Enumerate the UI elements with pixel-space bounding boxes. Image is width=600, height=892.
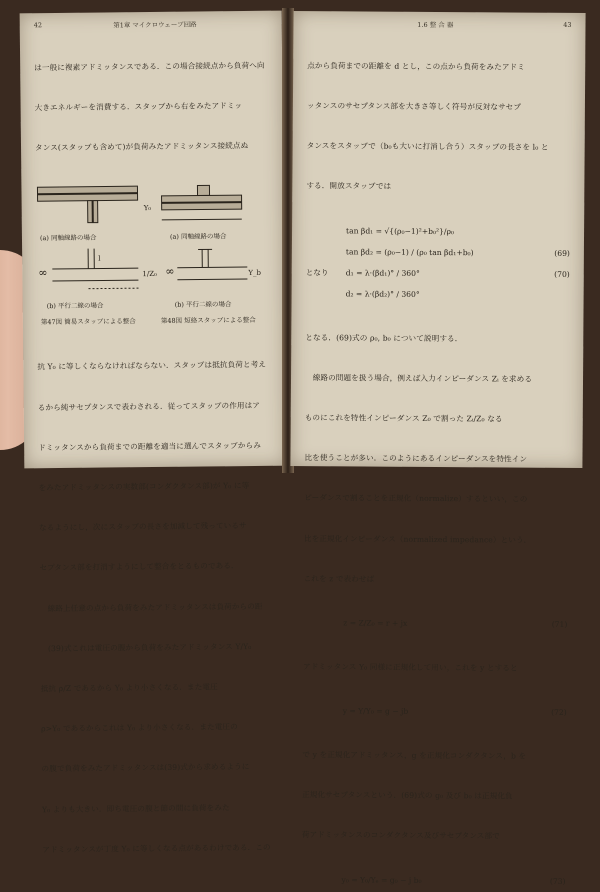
text-line: ドミッタンスから負荷までの距離を適当に選んでスタッブからみ <box>38 438 272 454</box>
equation: y₀ = Y₀/Yₑ = g₀ − j b₀ <box>335 875 531 885</box>
text-line: アドミッタンス Y₀ 同様に正規化して用い，これを y とすると <box>303 660 567 675</box>
parallel-wire-short-stub-diagram <box>177 249 247 280</box>
right-text-bottom <box>288 721 581 871</box>
equation: y = Y/Y₀ = g − jb <box>337 706 533 716</box>
text-line: で y を正規化アドミッタンス，g を正規化コンダクタンス，b を <box>302 748 566 763</box>
right-page <box>290 11 585 468</box>
coax-short-stub-diagram <box>161 186 241 221</box>
text-line: セプタンス部を打消すようにして整合をとるものである． <box>39 559 273 575</box>
left-running-title: 第1章 マイクロウェーブ回路 <box>113 20 196 30</box>
text-line: ピーダンスで割ることを正規化（normalize）するといい，この <box>304 491 568 506</box>
text-line: の腹で負荷をみたアドミッタンスは(39)式から求めるように <box>41 760 275 776</box>
left-page <box>20 11 287 469</box>
parallel-wire-stub-diagram <box>52 249 138 290</box>
text-line: 正規化サセプタンスという．(69)式の g₀ 及び b₀ は正規化負 <box>302 788 566 803</box>
text-line: は一般に複素アドミッタンスである．この場合接続点から負荷へ向 <box>34 59 268 75</box>
left-page-number: 42 <box>34 21 42 30</box>
text-line: 線路上任意の点から負荷をみたアドミッタンスは負荷からの距 <box>40 599 274 615</box>
text-line: 比を使うことが多い．このようにあるインピーダンスを特性イン <box>304 451 568 466</box>
equation-row: となり d₁ = λ·(βd₁)° / 360° (70) <box>292 262 584 285</box>
coax-stub-diagram <box>37 187 137 224</box>
right-running-title: 1.6 整 合 器 <box>417 20 453 29</box>
figure-caption: (b) 平行二線の場合 <box>175 300 232 310</box>
text-line: 線路の問題を扱う場合，例えば入力インピーダンス Zᵢ を求める <box>305 371 569 386</box>
right-text-middle2 <box>289 633 581 702</box>
text-line: ッタンスのサセプタンス部を大きさ等しく符号が反対なサセプ <box>307 99 571 114</box>
text-line: ものにこれを特性インピーダンス Z₀ で割った Zᵢ/Z₀ なる <box>305 411 569 426</box>
text-line: るから純サセプタンスで表わされる．従ってスタッブの作用はア <box>38 398 272 414</box>
text-line: なるようにし，次にスタッブの長さを加減して残っているサ <box>39 519 273 535</box>
infinity-symbol: ∞ <box>38 267 47 280</box>
text-line: タンスをスタッブで（b₀も大いに打消し合う）スタッブの長さを l₀ と <box>307 139 571 154</box>
equation-row <box>289 612 581 635</box>
figure-caption: (b) 平行二線の場合 <box>47 301 104 311</box>
figure-caption: (a) 同軸線路の場合 <box>40 233 97 243</box>
left-running-head <box>20 11 282 35</box>
text-line: する．開放スタッブでは <box>306 180 570 195</box>
figure-caption: (a) 同軸線路の場合 <box>170 232 227 242</box>
text-line: 荷アドミッタンスのコンダクタンス及びサセプタンス部で <box>302 828 566 843</box>
equation-row <box>292 220 584 243</box>
equation-row <box>292 241 584 264</box>
equation-number: (72) <box>533 708 567 717</box>
equation-row <box>292 283 584 306</box>
figure-caption: 第48図 短絡スタッブによる整合 <box>161 315 256 325</box>
text-line: タンス(スタッブも含めて)が負荷みたアドミッタンス接続点ぬ <box>35 139 269 155</box>
text-line: これを z で表わせば <box>304 572 568 587</box>
right-page-number: 43 <box>563 21 571 30</box>
left-text-top <box>20 32 284 182</box>
equation-number: (69) <box>536 248 570 257</box>
text-line: 比を正規化インピーダンス（normalized impedance）という． <box>304 532 568 547</box>
infinity-symbol: ∞ <box>165 265 174 278</box>
text-line: 大きエネルギーを消費する．スタッブから右をみたアドミッ <box>35 99 269 115</box>
text-line: をみたアドミッタンスの実数部(コンダクタンス部)が Y₀ に等 <box>39 479 273 495</box>
yb-symbol: Y_b <box>247 269 261 277</box>
y0-symbol: Y₀ <box>143 204 152 212</box>
left-text-bottom <box>23 331 291 883</box>
y0-symbol: 1/Z₀ <box>142 270 157 278</box>
equation-number: (73) <box>531 876 565 885</box>
l-symbol: l <box>98 255 101 263</box>
equation-number: (70) <box>536 269 570 278</box>
text-line: 抵抗 ρ/Z であるから Y₀ より小さくなる．また電圧 <box>41 680 275 696</box>
equation-block <box>292 220 585 306</box>
right-running-head <box>293 11 585 34</box>
text-line: 点から負荷までの距離を d とし，この点から負荷をみたアドミ <box>307 59 571 74</box>
text-line: となる．(69)式の ρ₀, b₀ について説明する． <box>305 331 569 346</box>
text-line: ρ>Y₀ であるからこれは Y₀ より小さくなる．また電圧の <box>41 720 275 736</box>
equation-row <box>289 700 581 723</box>
equation: tan βd₂ = (ρ₀−1) / (ρ₀ tan βd₁+b₀) <box>340 247 536 257</box>
equation: z = Z/Z₀ = r + jx <box>337 618 533 628</box>
figure-area <box>31 179 275 334</box>
equation: tan βd₁ = √{(ρ₀−1)²+b₀²}/ρ₀ <box>340 226 536 236</box>
text-line: Y₀ よりも大きい．即ち電圧の腹と節の間に負荷をみた <box>42 800 276 816</box>
equation: d₂ = λ·(βd₂)° / 360° <box>340 289 536 299</box>
right-text-middle <box>289 304 583 614</box>
figure-caption: 第47図 簡易スタッブによる整合 <box>41 317 136 327</box>
equation: d₁ = λ·(βd₁)° / 360° <box>340 268 536 278</box>
text-line: アドミッタンスが丁度 Y₀ に等しくなる点があるわけである．この <box>42 841 276 857</box>
stub-diagrams <box>31 179 275 334</box>
text-line: 抗 Y₀ に等しくならなければならない．スタッブは抵抗負荷と考え <box>37 358 271 374</box>
equation-row <box>287 868 579 891</box>
equation-number: (71) <box>533 620 567 629</box>
text-line: (39)式これは電圧の腹から負荷をみたアドミッタンス Y/Y₀ <box>40 640 274 656</box>
right-text-top <box>292 32 585 222</box>
